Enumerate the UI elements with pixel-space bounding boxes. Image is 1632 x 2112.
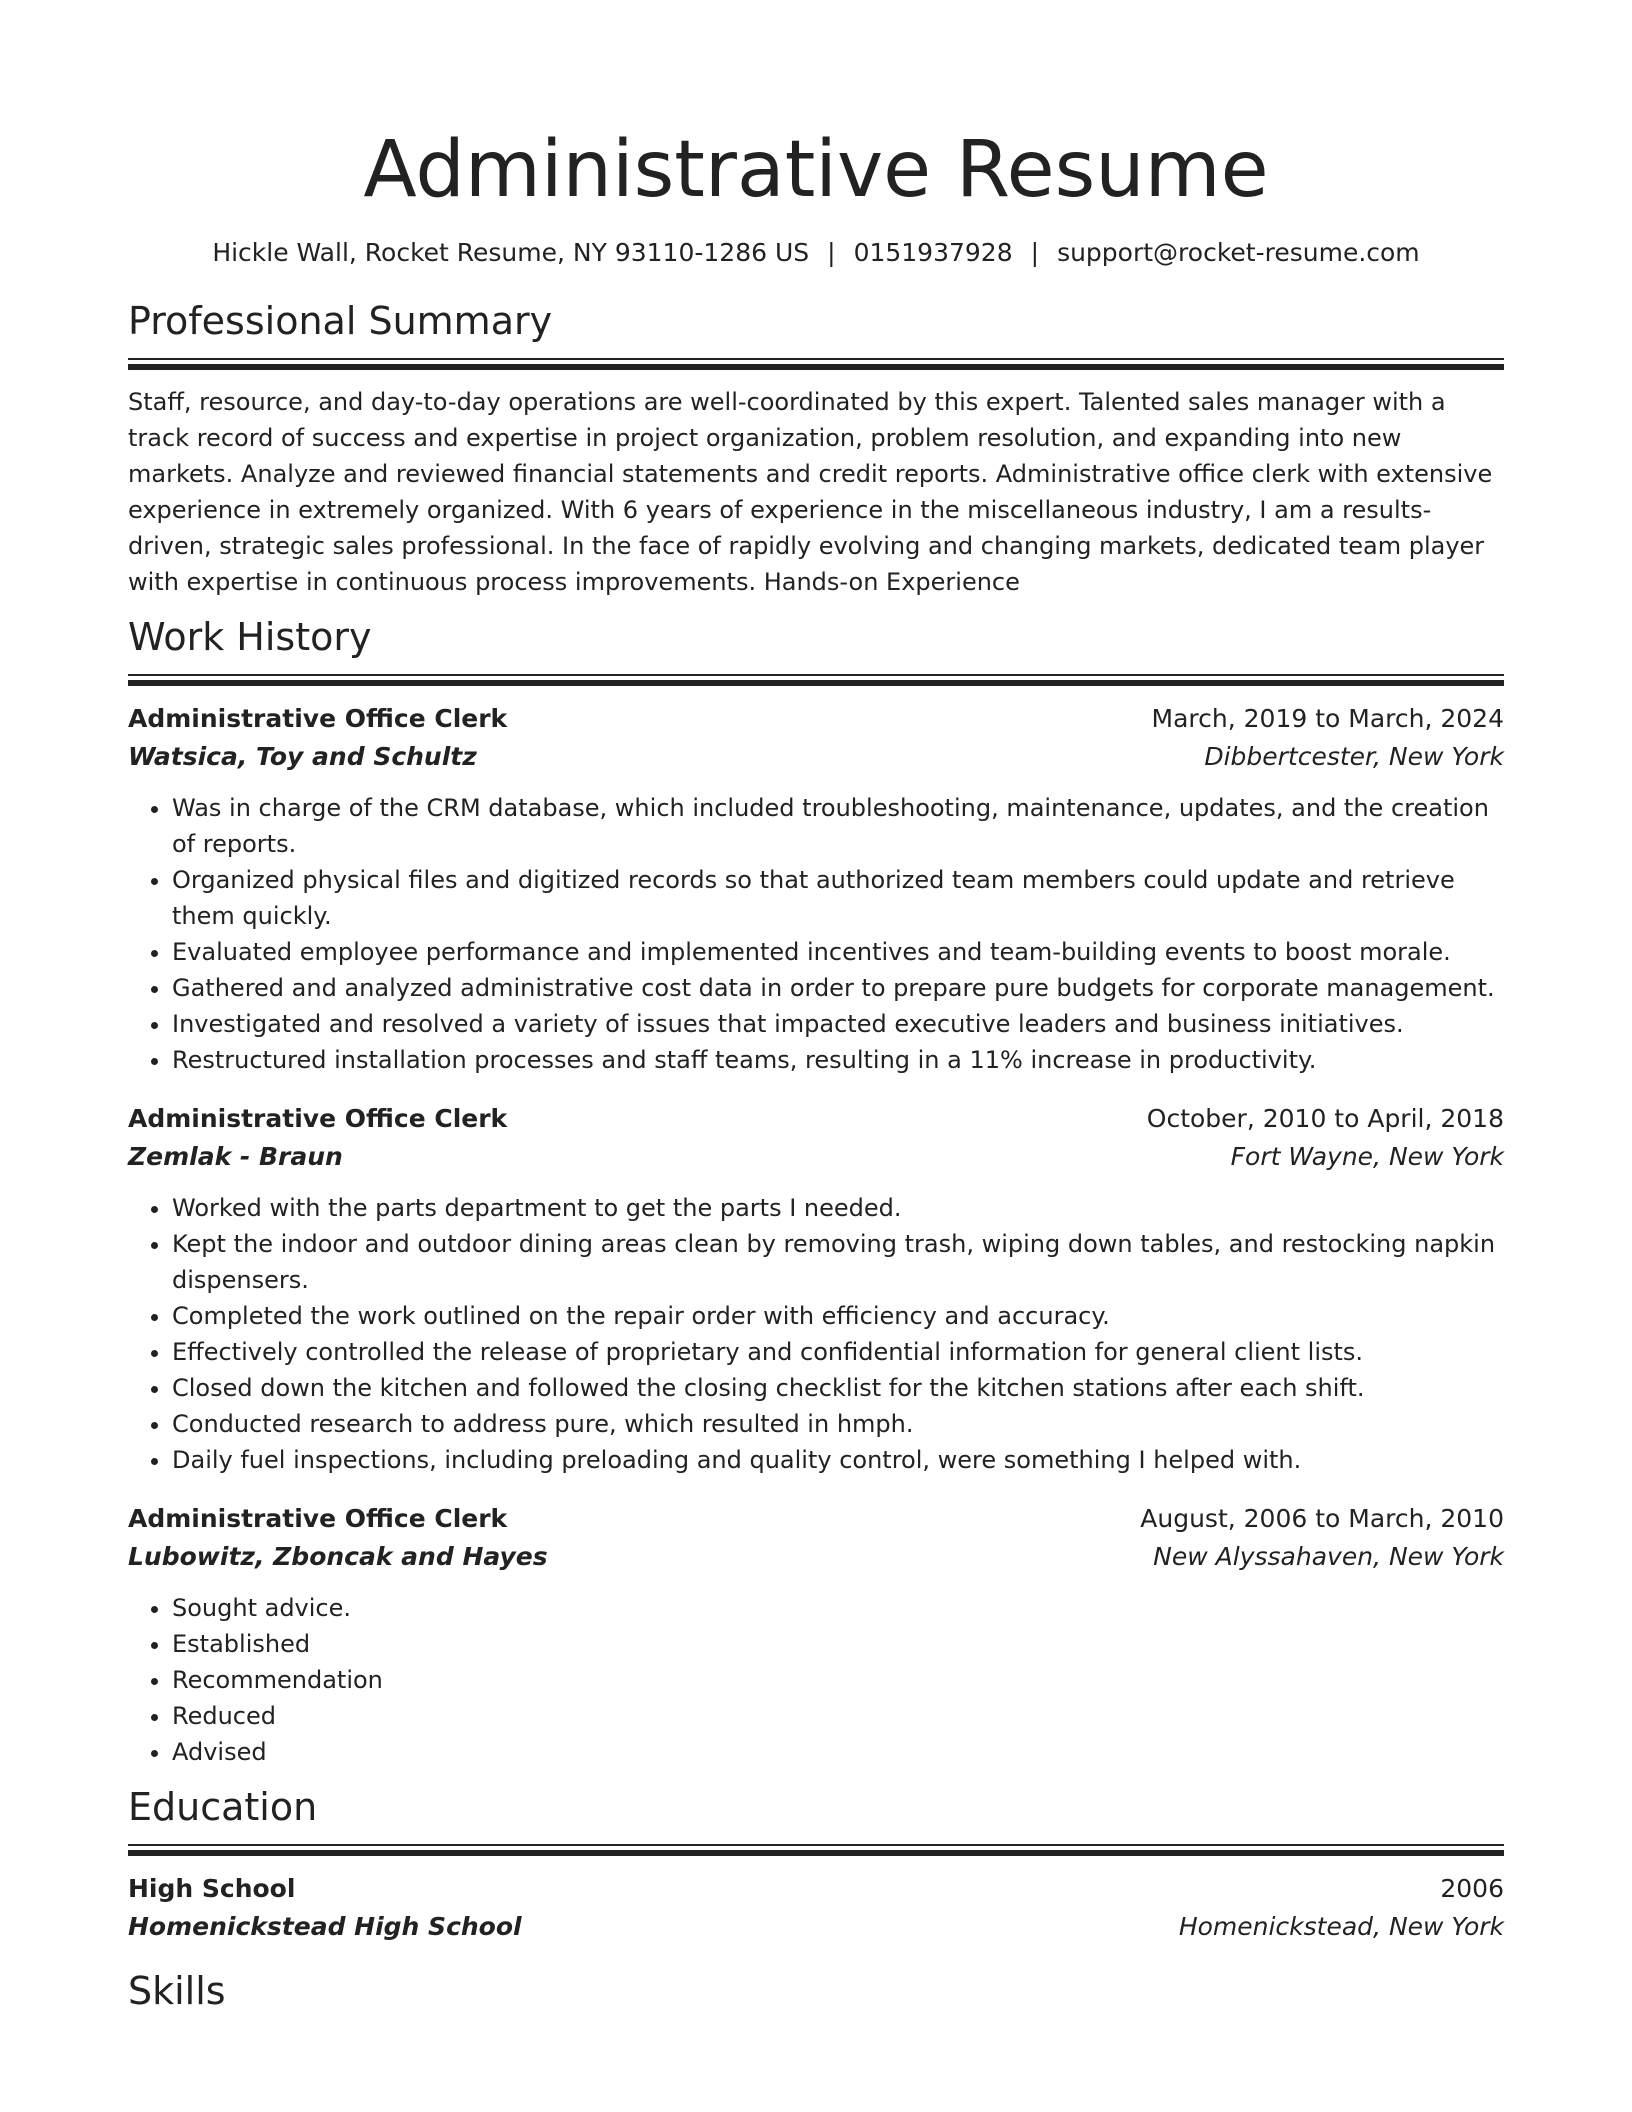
job-company: Zemlak - Braun: [128, 1142, 343, 1171]
list-item: • Completed the work outlined on the repair order with efficiency and accuracy.: [172, 1298, 1504, 1334]
contact-line: [128, 236, 1504, 270]
list-item: • Sought advice.: [172, 1590, 1504, 1626]
summary-section: [128, 298, 1504, 600]
job-bullets: [128, 1190, 1504, 1478]
contact-email[interactable]: support@rocket-resume.com: [1057, 238, 1420, 267]
education-section: [128, 1784, 1504, 1946]
job-location: New Alyssahaven, New York: [1153, 1542, 1504, 1571]
job-dates: August, 2006 to March, 2010: [1140, 1504, 1504, 1533]
education-degree: High School: [128, 1874, 296, 1903]
list-item: • Recommendation: [172, 1662, 1504, 1698]
list-item: • Evaluated employee performance and implemented incentives and team-building events to boost morale.: [172, 934, 1504, 970]
resume-title: Administrative Resume: [363, 125, 1269, 215]
section-divider: [128, 358, 1504, 370]
summary-text: Staff, resource, and day-to-day operations are well-coordinated by this expert. Talented sales manager with a track record of success and expertise in project organization, problem resolution, and expanding into new markets. Analyze and reviewed financial statements and credit reports. Administrative office clerk with extensive experience in extremely organized. With 6 years of experience in the miscellaneous industry, I am a results-driven, strategic sales professional. In the face of rapidly evolving and changing markets, dedicated team player with expertise in continuous process improvements. Hands-on Experience: [128, 388, 1493, 596]
job-entry: [128, 1500, 1504, 1770]
education-entry: [128, 1870, 1504, 1946]
education-school: Homenickstead High School: [128, 1912, 522, 1941]
job-entry: [128, 1100, 1504, 1478]
contact-address: Hickle Wall, Rocket Resume, NY 93110-1286 US: [212, 238, 810, 267]
list-item: • Kept the indoor and outdoor dining areas clean by removing trash, wiping down tables, and restocking napkin dispensers.: [172, 1226, 1504, 1298]
list-item: • Organized physical files and digitized records so that authorized team members could update and retrieve them quickly.: [172, 862, 1504, 934]
list-item: • Closed down the kitchen and followed the closing checklist for the kitchen stations after each shift.: [172, 1370, 1504, 1406]
job-bullets: [128, 790, 1504, 1078]
list-item: • Investigated and resolved a variety of issues that impacted executive leaders and business initiatives.: [172, 1006, 1504, 1042]
contact-phone: 0151937928: [853, 238, 1013, 267]
job-company: Watsica, Toy and Schultz: [128, 742, 477, 771]
list-item: • Reduced: [172, 1698, 1504, 1734]
work-section: [128, 614, 1504, 1770]
education-location: Homenickstead, New York: [1178, 1912, 1504, 1941]
section-divider: [128, 674, 1504, 686]
list-item: • Was in charge of the CRM database, which included troubleshooting, maintenance, updates, and the creation of reports.: [172, 790, 1504, 862]
section-divider: [128, 1844, 1504, 1856]
job-company: Lubowitz, Zboncak and Hayes: [128, 1542, 548, 1571]
contact-separator: |: [1030, 238, 1040, 267]
section-heading-work: Work History: [128, 615, 372, 659]
contact-separator: |: [827, 238, 836, 267]
job-title: Administrative Office Clerk: [128, 1504, 508, 1533]
section-heading-skills: Skills: [128, 1969, 226, 2013]
section-heading-summary: Professional Summary: [128, 299, 553, 343]
list-item: • Daily fuel inspections, including preloading and quality control, were something I helped with.: [172, 1442, 1504, 1478]
list-item: • Gathered and analyzed administrative cost data in order to prepare pure budgets for corporate management.: [172, 970, 1504, 1006]
resume-page: [128, 0, 1504, 2014]
job-location: Fort Wayne, New York: [1230, 1142, 1504, 1171]
job-location: Dibbertcester, New York: [1204, 742, 1504, 771]
list-item: • Worked with the parts department to get the parts I needed.: [172, 1190, 1504, 1226]
list-item: • Restructured installation processes and staff teams, resulting in a 11% increase in productivity.: [172, 1042, 1504, 1078]
job-title: Administrative Office Clerk: [128, 1104, 508, 1133]
job-bullets: [128, 1590, 1504, 1770]
list-item: • Advised: [172, 1734, 1504, 1770]
job-title: Administrative Office Clerk: [128, 704, 508, 733]
list-item: • Effectively controlled the release of proprietary and confidential information for general client lists.: [172, 1334, 1504, 1370]
job-dates: March, 2019 to March, 2024: [1151, 704, 1504, 733]
list-item: • Conducted research to address pure, which resulted in hmph.: [172, 1406, 1504, 1442]
job-dates: October, 2010 to April, 2018: [1146, 1104, 1504, 1133]
skills-section: [128, 1968, 1504, 2014]
education-year: 2006: [1440, 1874, 1504, 1903]
section-heading-education: Education: [128, 1785, 318, 1829]
list-item: • Established: [172, 1626, 1504, 1662]
job-entry: [128, 700, 1504, 1078]
